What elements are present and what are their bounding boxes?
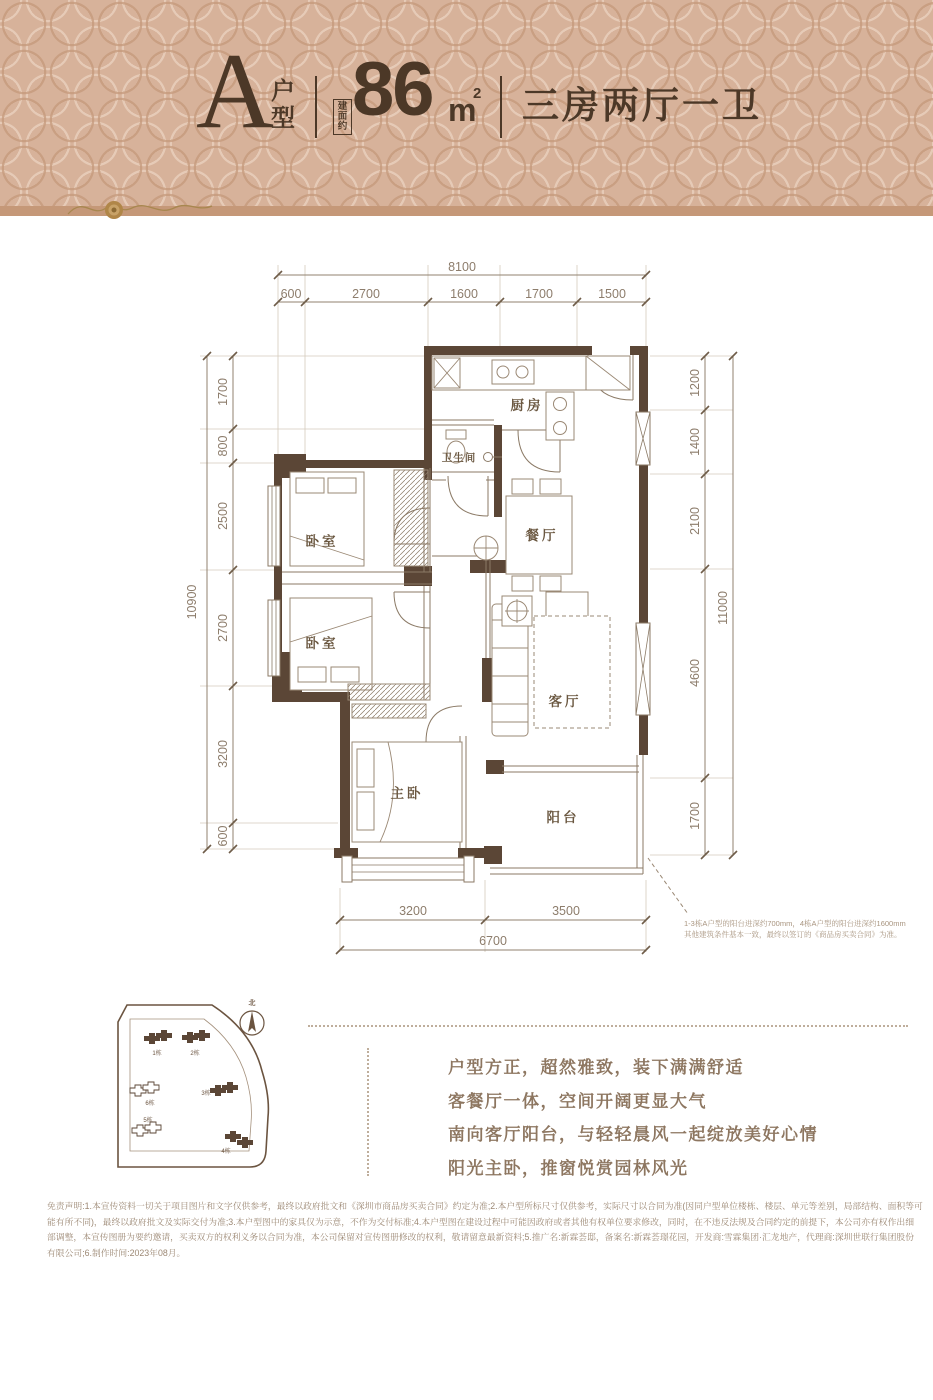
site-plan xyxy=(100,995,300,1195)
disclaimer-line: 有限公司;6.制作时间:2023年08月。 xyxy=(47,1247,186,1258)
dim-bottom-seg: 3200 xyxy=(399,904,427,918)
balcony-note-line1: 1-3栋A户型的阳台进深约700mm，4栋A户型的阳台进深约1600mm xyxy=(684,919,906,928)
area-unit: m xyxy=(448,92,477,128)
unit-type-char-bottom: 型 xyxy=(271,105,295,132)
bedroom1-window xyxy=(268,486,280,566)
note-pointer-line xyxy=(648,858,688,914)
marketing-line: 南向客厅阳台，与轻轻晨风一起绽放美好心情 xyxy=(448,1125,818,1144)
room-label-bedroom2: 卧室 xyxy=(305,636,339,651)
marketing-line: 客餐厅一体，空间开阔更显大气 xyxy=(448,1091,707,1111)
room-label-bedroom1: 卧室 xyxy=(305,534,339,549)
disclaimer-line: 免责声明:1.本宣传资料一切关于项目图片和文字仅供参考，最终以政府批文和《深圳市商品房买卖合同》约定为准;2.本户型所标尺寸仅供参考，实际尺寸以合同为准(因同户型单位楼栋、楼层、单元等差别，局部结构、面积等可 xyxy=(47,1201,923,1211)
room-label-bathroom: 卫生间 xyxy=(441,452,477,464)
dim-bottom-seg: 3500 xyxy=(552,904,580,918)
layout-label: 三房两厅一卫 xyxy=(522,85,762,126)
living-dashed-zone xyxy=(534,616,610,728)
dim-top-seg: 1700 xyxy=(525,287,553,301)
unit-type-char-top: 户 xyxy=(271,78,295,105)
toilet-tank xyxy=(446,430,466,439)
dim-top-seg: 1600 xyxy=(450,287,478,301)
dining-chair xyxy=(540,479,561,494)
room-label-kitchen: 厨房 xyxy=(510,398,544,413)
bedroom2-window xyxy=(268,600,280,676)
compass-icon xyxy=(240,998,264,1035)
disclaimer-line: 能有所不同)，最终以政府批文及实际交付为准;3.本户型图中的家具仅为示意，不作为交付标准;4.本户型图在建设过程中可能因政府或者其他有权单位要求修改，同时，在不违反法规及合同约定的前提下，本公司亦有权作出细 xyxy=(47,1216,914,1227)
master-door xyxy=(426,706,462,742)
dining-chair xyxy=(512,576,533,591)
disclaimer-text xyxy=(47,1199,923,1261)
dotted-vertical-rule xyxy=(367,1048,369,1176)
dim-left-seg: 3200 xyxy=(216,740,230,768)
dim-right-seg: 4600 xyxy=(688,659,702,687)
marketing-line: 阳光主卧，推窗悦赏园林风光 xyxy=(448,1158,689,1178)
gold-flower-icon xyxy=(105,201,123,219)
disclaimer-line: 部调整，本宣传图册为要约邀请，买卖双方的权利义务以合同为准，本公司保留对宣传图册修改的权利，敬请留意最新资料;5.推广名:新霖荟邸，备案名:新霖荟璟花园，开发商:雪霖集团·汇龙地产，代理商:深圳世联行集团股份 xyxy=(47,1232,914,1242)
building-label-3: 3栋 xyxy=(201,1091,211,1097)
bedroom1-wardrobe xyxy=(394,470,428,566)
building-label-2: 2栋 xyxy=(190,1051,200,1057)
bedroom2-door xyxy=(394,592,430,628)
dotted-divider xyxy=(308,1025,908,1027)
room-label-living: 客厅 xyxy=(548,694,582,709)
dim-left-seg: 2500 xyxy=(216,502,230,530)
area-value: 86 xyxy=(352,47,433,132)
balcony-note xyxy=(684,918,906,940)
dim-top-total: 8100 xyxy=(448,260,476,274)
dim-bottom-total: 6700 xyxy=(479,934,507,948)
dim-top-seg: 600 xyxy=(280,287,302,301)
dining-chair xyxy=(540,576,561,591)
area-badge: 建面约 xyxy=(333,99,352,135)
dim-top-seg: 2700 xyxy=(352,287,380,301)
area-superscript: 2 xyxy=(473,85,482,102)
dim-left-seg: 800 xyxy=(216,435,230,457)
master-bay-window xyxy=(352,858,464,880)
marketing-line: 户型方正，超然雅致，装下满满舒适 xyxy=(448,1058,744,1077)
dim-right-seg: 1400 xyxy=(688,428,702,456)
dimension-top xyxy=(274,260,650,306)
header-banner xyxy=(0,0,933,206)
building-label-1: 1栋 xyxy=(152,1051,162,1057)
signature-flourish-icon xyxy=(62,184,242,230)
room-label-dining: 餐厅 xyxy=(525,528,559,543)
dim-right-total: 11000 xyxy=(716,591,730,625)
dim-left-seg: 1700 xyxy=(216,378,230,406)
building-label-5: 5栋 xyxy=(143,1118,153,1124)
site-building-labels xyxy=(143,1049,231,1155)
dimension-bottom xyxy=(336,904,650,954)
unit-type-label xyxy=(271,78,295,132)
building-label-4: 4栋 xyxy=(221,1149,231,1155)
dim-right-seg: 2100 xyxy=(688,507,702,535)
site-buildings xyxy=(130,1030,253,1148)
header-divider-1 xyxy=(315,76,317,138)
bedroom2-wardrobe xyxy=(348,684,430,700)
dining-chair xyxy=(512,479,533,494)
header-divider-2 xyxy=(500,76,502,138)
dim-left-seg: 2700 xyxy=(216,614,230,642)
balcony-note-line2: 其他建筑条件基本一致，最终以签订的《商品房买卖合同》为准。 xyxy=(684,930,902,939)
building-label-6: 6栋 xyxy=(145,1101,155,1107)
dim-top-seg: 1500 xyxy=(598,287,626,301)
floorplan xyxy=(0,250,933,965)
north-label: 北 xyxy=(248,1000,256,1007)
room-label-master: 主卧 xyxy=(390,786,424,801)
dim-right-seg: 1200 xyxy=(688,369,702,397)
dim-left-total: 10900 xyxy=(185,584,199,620)
dimension-left xyxy=(185,352,237,853)
unit-letter: A xyxy=(196,32,274,151)
master-wardrobe xyxy=(352,704,426,718)
dimension-right xyxy=(688,352,737,859)
bathroom-door xyxy=(448,476,488,516)
marketing-copy xyxy=(448,1051,818,1185)
dim-left-seg: 600 xyxy=(216,825,230,847)
dim-right-seg: 1700 xyxy=(688,802,702,830)
room-label-balcony: 阳台 xyxy=(546,810,580,825)
